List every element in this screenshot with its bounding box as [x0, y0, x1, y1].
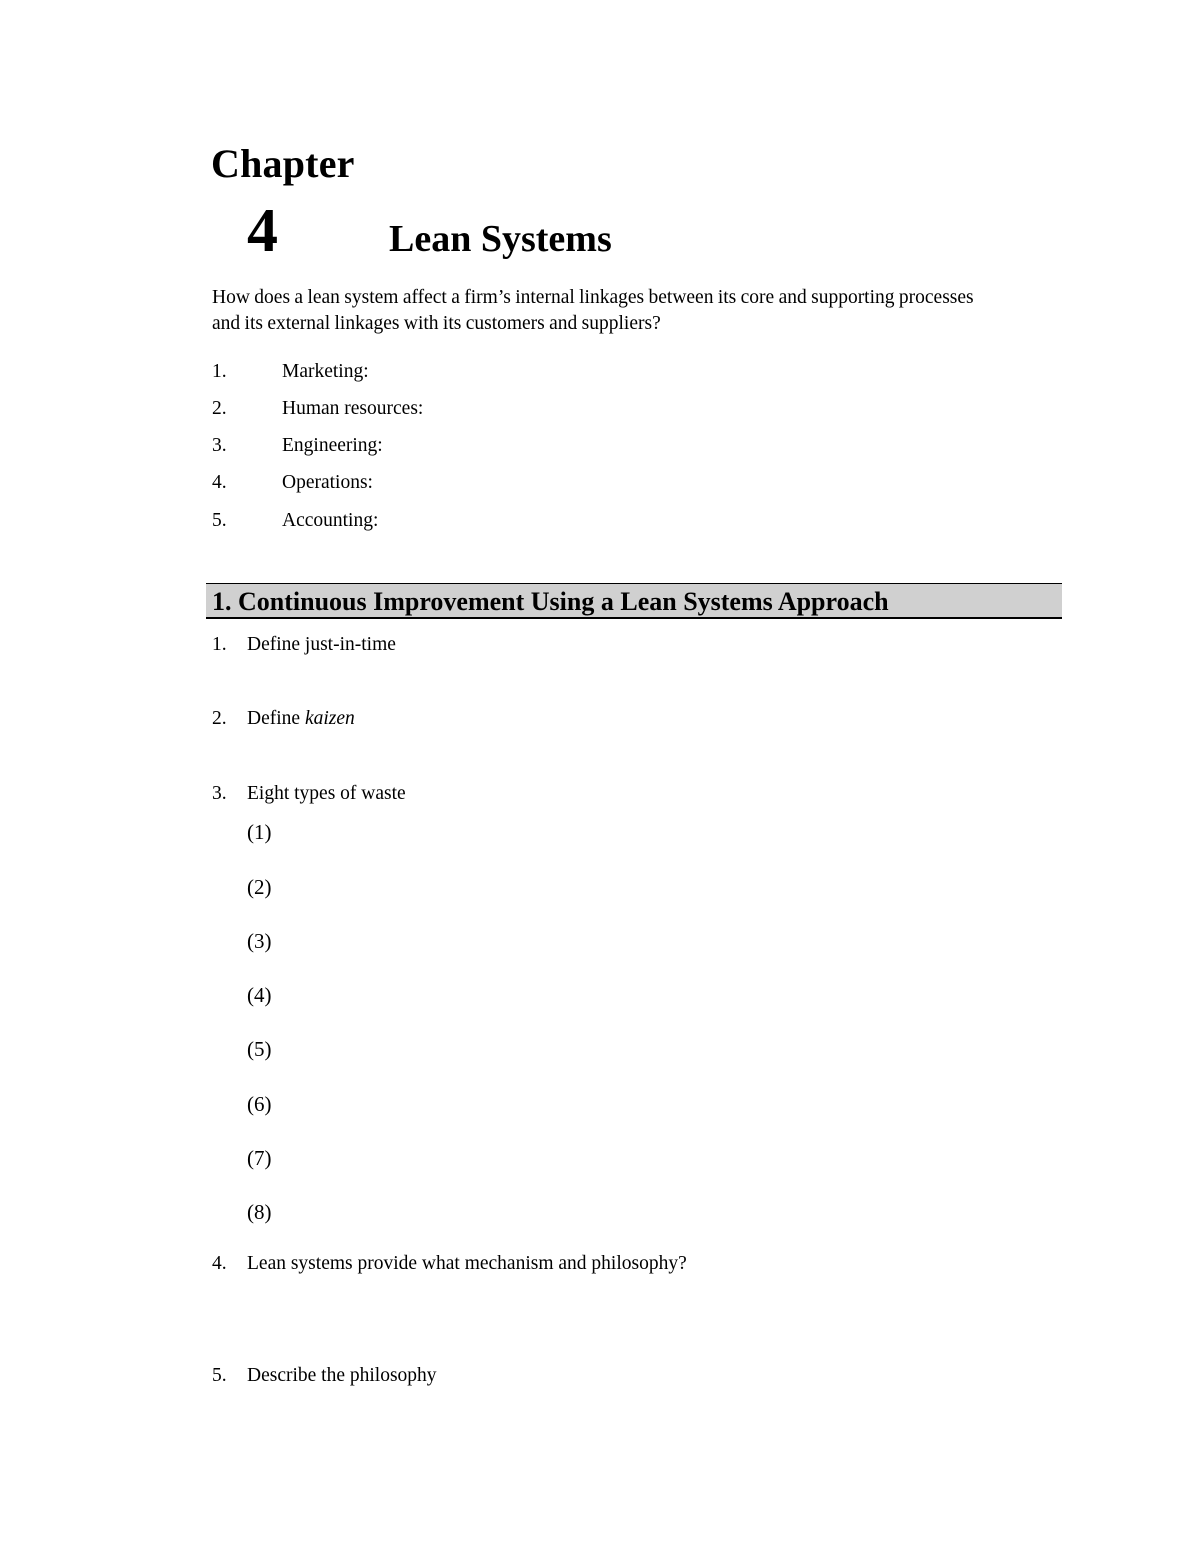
chapter-number: 4	[247, 197, 278, 265]
section-heading-bar	[206, 583, 1062, 619]
question-text: Define just-in-time	[247, 634, 396, 655]
waste-item: (7)	[247, 1146, 272, 1170]
chapter-label: Chapter	[211, 141, 355, 186]
waste-item: (8)	[247, 1200, 272, 1224]
question-text	[247, 708, 355, 730]
intro-line-2: and its external linkages with its customers and suppliers?	[212, 313, 661, 334]
department-label: Human resources:	[282, 398, 424, 419]
question-number: 2.	[212, 708, 227, 729]
waste-item: (3)	[247, 929, 272, 953]
department-number: 1.	[212, 361, 227, 382]
department-label: Accounting:	[282, 510, 379, 531]
department-label: Engineering:	[282, 435, 383, 456]
department-label: Marketing:	[282, 361, 369, 382]
department-number: 5.	[212, 510, 227, 531]
department-label: Operations:	[282, 472, 373, 493]
waste-item: (6)	[247, 1092, 272, 1116]
question-text: Describe the philosophy	[247, 1365, 437, 1386]
department-number: 2.	[212, 398, 227, 419]
department-number: 4.	[212, 472, 227, 493]
waste-item: (5)	[247, 1037, 272, 1061]
question-number: 4.	[212, 1253, 227, 1274]
question-text-prefix: Define	[247, 708, 305, 729]
question-number: 1.	[212, 634, 227, 655]
waste-item: (2)	[247, 875, 272, 899]
question-text: Lean systems provide what mechanism and philosophy?	[247, 1253, 687, 1274]
waste-item: (4)	[247, 983, 272, 1007]
intro-line-1: How does a lean system affect a firm’s internal linkages between its core and supporting processes	[212, 287, 974, 308]
section-title: 1. Continuous Improvement Using a Lean Systems Approach	[212, 587, 889, 616]
intro-paragraph	[212, 285, 1072, 337]
chapter-title: Lean Systems	[389, 218, 612, 260]
question-text: Eight types of waste	[247, 783, 406, 804]
question-number: 5.	[212, 1365, 227, 1386]
question-number: 3.	[212, 783, 227, 804]
question-text-italic: kaizen	[304, 708, 355, 729]
department-number: 3.	[212, 435, 227, 456]
waste-item: (1)	[247, 820, 272, 844]
